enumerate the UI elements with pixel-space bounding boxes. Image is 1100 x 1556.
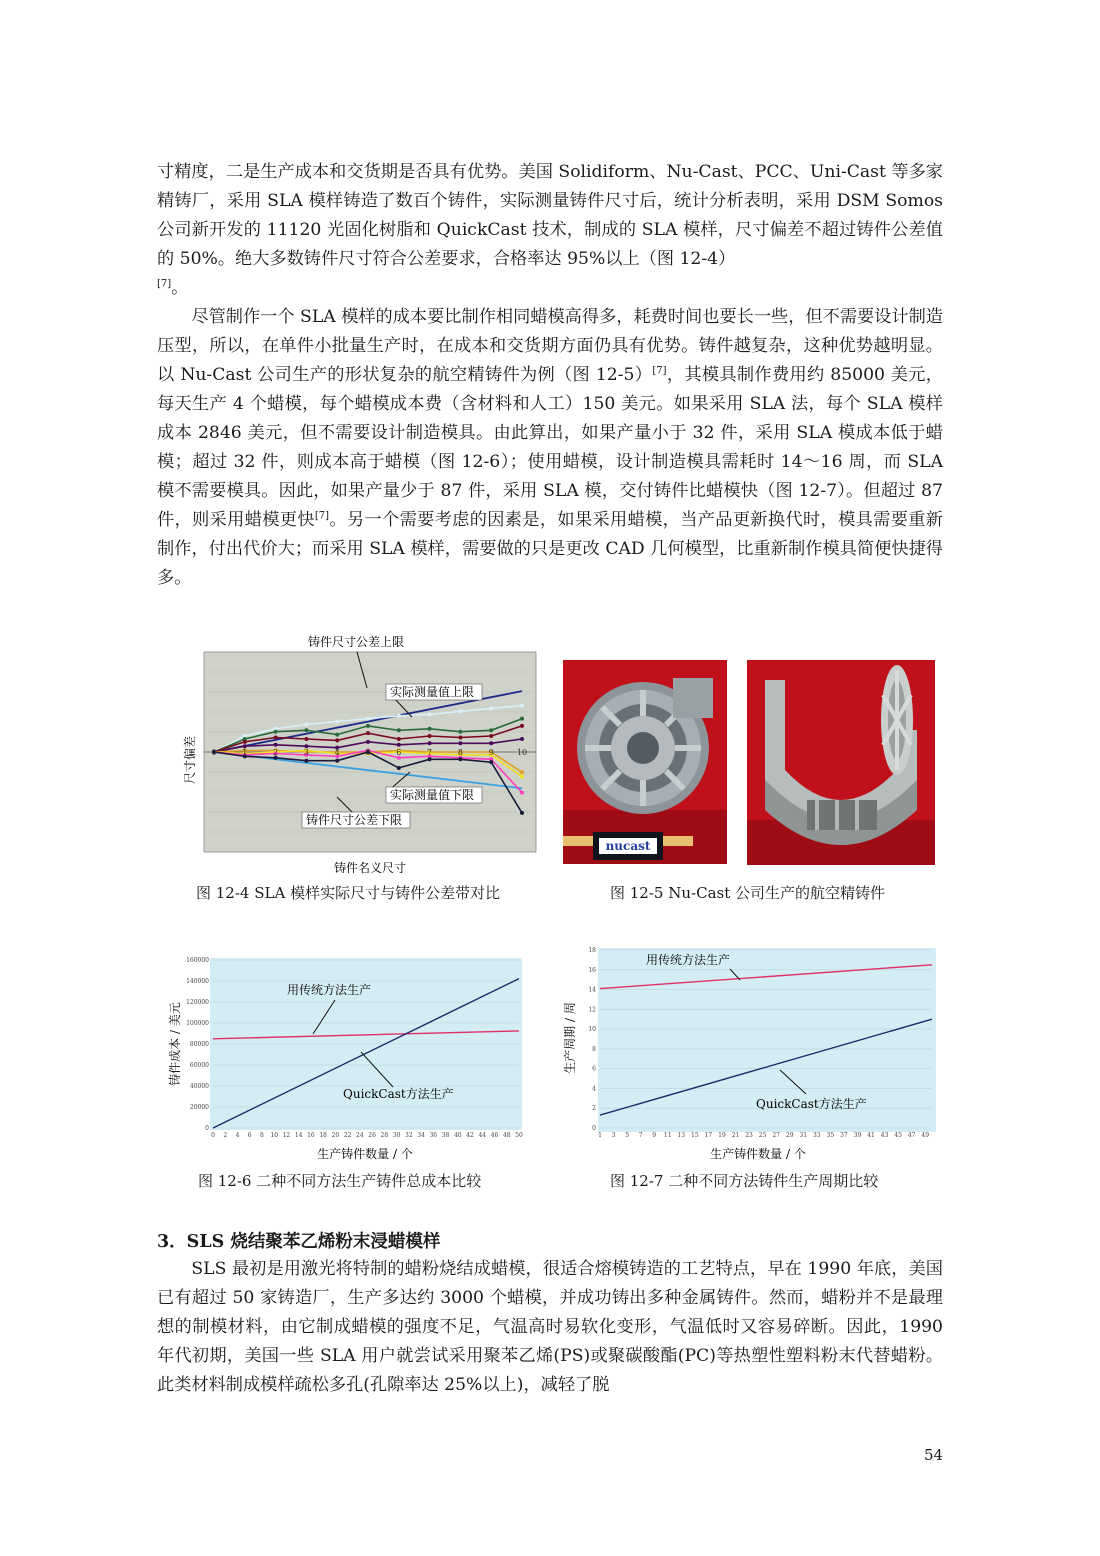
paragraph-1-end: 。 [171,278,189,298]
fig6-x-tick-label: 12 [282,1132,291,1139]
fig4-data-point [458,736,462,740]
fig6-x-tick-label: 34 [417,1132,425,1139]
fig4-data-point [335,720,339,724]
fig4-data-point [520,724,524,728]
fig7-x-tick-label: 37 [840,1132,848,1139]
fig7-x-tick-label: 15 [691,1132,699,1139]
fig6-x-tick-label: 8 [260,1132,264,1139]
fig4-data-point [274,743,278,747]
fig4-data-point [458,730,462,734]
caption-fig-12-5: 图 12-5 Nu-Cast 公司生产的航空精铸件 [610,884,886,902]
fig4-x-tick-label: 4 [334,748,340,757]
fig4-data-point [397,743,401,747]
photo-aerospace-casting-1 [563,660,727,864]
fig7-x-tick-label: 5 [625,1132,630,1139]
fig6-x-tick-label: 22 [343,1132,352,1139]
fig7-x-tick-label: 27 [772,1132,780,1139]
fig7-y-tick-label: 4 [592,1085,596,1093]
fig6-x-tick-label: 30 [392,1132,401,1139]
fig4-x-tick-label: 3 [303,748,309,757]
fig7-y-tick-label: 8 [592,1045,596,1053]
fig7-x-tick-label: 19 [718,1132,726,1139]
fig6-x-tick-label: 2 [223,1132,228,1139]
fig4-data-point [520,704,524,708]
fig6-x-tick-label: 28 [380,1132,389,1139]
fig6-x-tick-label: 0 [211,1132,215,1139]
fig6-y-tick-label: 160000 [186,957,209,964]
fig7-y-tick-label: 12 [588,1006,596,1014]
fig4-x-tick-label: 8 [457,748,463,757]
paragraph-2-text-b: ，其模具制作费用约 85000 美元，每天生产 4 个蜡模，每个蜡模成本费（含材料和人工）150 美元。如果采用 SLA 法，每个 SLA 模样成本 2846 美元，但不需要设计制造模具。由此算出，如果产量小于 32 件，采用 SLA 模成本低于蜡模；超过 32 件，则成本高于蜡模（图 12-6）；使用蜡模，设计制造模具需耗时 14～16 周，而 SLA 模不需要模具。因此，如果产量少于 87 件，采用 SLA 模，交付铸件比蜡模快（图 12-7）。但超过 87 件，则采用蜡模更快 [157,365,943,530]
fig4-data-point [428,757,432,761]
fig4-data-point [274,736,278,740]
fig6-x-tick-label: 50 [515,1132,523,1139]
fig4-data-point [520,770,524,774]
caption-fig-12-6: 图 12-6 二种不同方法生产铸件总成本比较 [198,1172,482,1190]
fig6-x-tick-label: 46 [490,1132,499,1139]
fig4-data-point [335,733,339,737]
fig4-data-point [458,709,462,713]
fig4-x-tick-label: 1 [242,748,248,757]
fig7-x-tick-label: 33 [812,1132,821,1139]
fig6-x-tick-label: 32 [405,1132,413,1139]
fig7-series-label-traditional: 用传统方法生产 [646,953,731,967]
page-number: 54 [924,1446,944,1464]
fig6-x-tick-label: 48 [502,1132,511,1139]
fig4-data-point [489,728,493,732]
fig6-x-tick-label: 42 [466,1132,474,1139]
fig4-data-point [397,714,401,718]
fig7-x-tick-label: 1 [598,1132,602,1139]
paragraph-2-text-c: 。另一个需要考虑的因素是，如果采用蜡模，当产品更新换代时，模具需要重新制作，付出代价大；而采用 SLA 模样，需要做的只是更改 CAD 几何模型，比重新制作模具简便快捷得多。 [157,510,943,588]
fig4-x-tick-label: 2 [273,748,279,757]
fig4-data-point [489,741,493,745]
fig6-series-label-traditional: 用传统方法生产 [287,983,372,997]
fig7-x-tick-label: 3 [611,1132,616,1139]
paragraph-2-text-a: 尽管制作一个 SLA 模样的成本要比制作相同蜡模高得多，耗费时间也要长一些，但不需要设计制造压型，所以，在单件小批量生产时，在成本和交货期方面仍具有优势。铸件越复杂，这种优势越明显。以 Nu-Cast 公司生产的形状复杂的航空精铸件为例（图 12-5） [157,307,943,385]
fig7-x-tick-label: 17 [704,1132,713,1139]
fig6-x-tick-label: 20 [331,1132,340,1139]
nucast-logo: nucast [605,839,651,853]
fig4-data-point [489,734,493,738]
label-tolerance-lower: 铸件尺寸公差下限 [306,813,403,827]
fig6-x-tick-label: 10 [270,1132,279,1139]
fig7-xlabel: 生产铸件数量 / 个 [710,1147,806,1161]
fig6-ylabel: 铸件成本 / 美元 [168,1002,182,1086]
paragraph-1-text: 寸精度，二是生产成本和交货期是否具有优势。美国 Solidiform、Nu-Cast、PCC、Uni-Cast 等多家精铸厂，采用 SLA 模样铸造了数百个铸件，实际测量铸件尺寸后，统计分析表明，采用 DSM Somos 公司新开发的 11120 光固化树脂和 QuickCast 技术，制成的 SLA 模样，尺寸偏差不超过铸件公差值的 50%。绝大多数铸件尺寸符合公差要求，合格率达 95%以上（图 12-4） [157,162,943,269]
fig6-x-tick-label: 24 [356,1132,364,1139]
fig7-y-tick-label: 10 [588,1026,596,1034]
fig4-data-point [304,728,308,732]
fig7-x-tick-label: 29 [785,1132,794,1139]
caption-fig-12-4: 图 12-4 SLA 模样实际尺寸与铸件公差带对比 [196,884,501,902]
fig4-x-tick-label: 9 [488,748,494,757]
fig7-x-tick-label: 43 [880,1132,889,1139]
paragraph-2 [157,303,943,593]
fig4-data-point [397,728,401,732]
fig4-data-point [397,766,401,770]
fig4-xlabel: 铸件名义尺寸 [333,861,407,875]
fig4-data-point [428,712,432,716]
fig4-data-point [366,731,370,735]
fig6-y-tick-label: 0 [205,1125,209,1132]
citation-ref: [7] [652,365,667,377]
section-title: 3．SLS 烧结聚苯乙烯粉末浸蜡模样 [157,1232,441,1252]
fig6-series-label-quickcast: QuickCast方法生产 [343,1087,454,1101]
fig7-series-label-quickcast: QuickCast方法生产 [756,1097,867,1111]
fig4-ylabel: 尺寸偏差 [183,735,197,785]
fig7-x-tick-label: 39 [853,1132,862,1139]
fig4-data-point [304,722,308,726]
fig4-data-point [366,740,370,744]
fig7-x-tick-label: 41 [867,1132,875,1139]
fig6-xlabel: 生产铸件数量 / 个 [317,1147,413,1161]
citation-ref: [7] [157,278,172,290]
fig7-x-tick-label: 49 [921,1132,930,1139]
fig6-x-tick-label: 26 [368,1132,376,1139]
fig7-y-tick-label: 2 [592,1105,596,1113]
fig4-x-tick-label: 7 [427,748,433,757]
fig6-x-tick-label: 16 [307,1132,315,1139]
fig6-x-tick-label: 44 [478,1132,487,1139]
fig7-y-tick-label: 0 [592,1125,596,1132]
paragraph-3: SLS 最初是用激光将特制的蜡粉烧结成蜡模，很适合熔模铸造的工艺特点，早在 1990 年底，美国已有超过 50 家铸造厂，生产多达约 3000 个蜡模，并成功铸出多种金属铸件。然而，蜡粉并不是最理想的制模材料，由它制成蜡模的强度不足，气温高时易软化变形，气温低时又容易碎断。因此，1990 年代初期，美国一些 SLA 用户就尝试采用聚苯乙烯(PS)或聚碳酸酯(PC)等热塑性塑料粉末代替蜡粉。此类材料制成模样疏松多孔(孔隙率达 25%以上)，减轻了脱 [157,1259,943,1395]
fig7-x-tick-label: 21 [731,1132,740,1139]
fig7-x-tick-label: 9 [652,1132,657,1139]
fig7-y-tick-label: 18 [588,947,596,954]
fig7-y-tick-label: 14 [588,986,596,994]
fig4-data-point [458,757,462,761]
fig4-data-point [335,759,339,763]
fig4-data-point [366,724,370,728]
fig4-data-point [243,740,247,744]
fig6-x-tick-label: 40 [453,1132,462,1139]
label-measured-lower: 实际测量值下限 [390,788,475,802]
fig7-x-tick-label: 11 [663,1132,672,1139]
fig4-data-point [397,737,401,741]
fig7-y-tick-label: 6 [592,1065,596,1073]
fig7-y-tick-label: 16 [588,966,596,974]
fig4-data-point [520,717,524,721]
fig4-data-point [304,737,308,741]
fig7-x-tick-label: 23 [745,1132,753,1139]
fig7-x-tick-label: 31 [799,1132,808,1139]
fig4-data-point [274,730,278,734]
fig4-data-point [520,811,524,815]
fig6-y-tick-label: 140000 [186,978,209,985]
fig6-x-tick-label: 38 [441,1132,450,1139]
fig4-data-point [304,759,308,763]
fig4-data-point [428,734,432,738]
fig4-x-tick-label: 10 [516,748,528,757]
caption-fig-12-7: 图 12-7 二种不同方法铸件生产周期比较 [610,1172,879,1190]
fig6-x-tick-label: 14 [294,1132,303,1139]
fig6-y-tick-label: 20000 [189,1104,209,1111]
fig7-ylabel: 生产周期 / 周 [563,1002,577,1074]
figure-12-6-chart [165,948,535,1166]
fig4-data-point [458,741,462,745]
fig4-data-point [428,727,432,731]
fig6-x-tick-label: 4 [235,1132,240,1139]
paragraph-1 [157,158,943,303]
fig6-x-tick-label: 18 [319,1132,327,1139]
fig4-x-tick-label: 6 [396,748,402,757]
fig6-y-tick-label: 100000 [186,1020,209,1027]
fig4-data-point [520,791,524,795]
fig4-data-point [335,738,339,742]
fig6-x-tick-label: 6 [247,1132,252,1139]
fig6-x-tick-label: 36 [429,1132,438,1139]
fig7-x-tick-label: 35 [826,1132,835,1139]
fig7-x-tick-label: 45 [894,1132,902,1139]
label-measured-upper: 实际测量值上限 [390,685,475,699]
fig6-y-tick-label: 80000 [189,1041,209,1048]
fig6-y-tick-label: 60000 [189,1062,209,1069]
fig4-data-point [520,737,524,741]
fig4-data-point [489,707,493,711]
fig4-data-point [520,775,524,779]
fig4-data-point [489,760,493,764]
figure-12-7-chart [560,942,942,1166]
fig7-x-tick-label: 47 [907,1132,916,1139]
fig7-x-tick-label: 13 [677,1132,686,1139]
fig4-x-tick-label: 0 [211,748,217,757]
fig4-data-point [428,741,432,745]
fig7-x-tick-label: 7 [638,1132,643,1139]
label-tolerance-upper: 铸件尺寸公差上限 [308,635,405,649]
fig7-x-tick-label: 25 [758,1132,767,1139]
fig4-data-point [366,717,370,721]
photo-aerospace-casting-2 [747,660,935,865]
figure-12-4-chart [162,632,542,877]
citation-ref: [7] [314,510,330,522]
fig6-y-tick-label: 40000 [189,1083,209,1090]
fig6-y-tick-label: 120000 [186,999,209,1006]
fig4-x-tick-label: 5 [365,748,371,757]
